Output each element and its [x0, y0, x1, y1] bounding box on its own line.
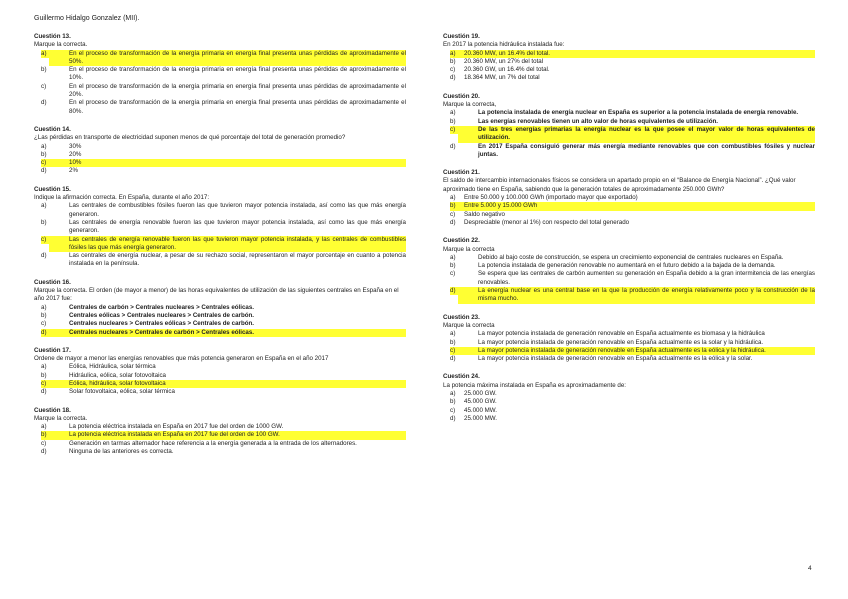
answer-option-highlighted	[34, 329, 406, 337]
option-text: 25.000 GW.	[464, 389, 497, 397]
option-marker: d)	[450, 414, 456, 422]
option-marker: d)	[450, 355, 456, 363]
answer-option	[443, 118, 815, 126]
answer-option	[34, 448, 406, 456]
option-text: Centrales eólicas > Centrales nucleares > Centrales de carbón.	[69, 311, 255, 319]
option-marker: c)	[450, 66, 456, 74]
option-text: En 2017 España consiguió generar más energía mediante renovables que con combustibles fósiles y nuclear juntas.	[478, 142, 815, 158]
option-marker: b)	[41, 66, 47, 74]
option-marker: a)	[450, 194, 456, 202]
option-text: Hidráulica, eólica, solar fotovoltaica	[69, 371, 166, 379]
question-block	[443, 93, 815, 159]
answer-option	[34, 99, 406, 116]
option-marker: d)	[450, 74, 456, 82]
option-text: Las centrales de combustibles fósiles fueron las que tuvieron mayor potencia instalada, así como las que más energía generaron.	[69, 202, 406, 218]
question-title: Cuestión 18.	[34, 406, 71, 414]
option-text: En el proceso de transformación de la energía primaria en energía final presenta unas pérdidas de aproximadamente el 20%.	[69, 82, 406, 99]
option-marker: d)	[41, 252, 47, 260]
question-block	[34, 186, 406, 269]
option-marker: b)	[450, 117, 456, 125]
option-text: La potencia eléctrica instalada en España en 2017 fue del orden de 100 GW.	[49, 431, 406, 439]
option-text: Entre 5.000 y 15.000 GWh	[458, 202, 815, 210]
answer-option	[34, 423, 406, 431]
answer-option	[443, 109, 815, 117]
answer-option	[34, 143, 406, 151]
answer-option	[34, 304, 406, 312]
question-title: Cuestión 21.	[443, 169, 480, 177]
answer-option	[443, 58, 815, 66]
answer-option	[443, 262, 815, 270]
question-title: Cuestión 13.	[34, 33, 71, 40]
options-list	[34, 143, 406, 176]
option-marker: a)	[450, 253, 456, 261]
options-list	[443, 330, 815, 363]
option-marker: c)	[450, 347, 458, 355]
option-marker: c)	[41, 439, 47, 447]
answer-option	[443, 355, 815, 363]
answer-option-highlighted	[443, 347, 815, 355]
option-text: Generación en tarmas alternador hace referencia a la energía generada a la entrada de los alternadores.	[69, 439, 357, 447]
option-marker: a)	[450, 50, 458, 58]
option-text: 30%	[69, 142, 82, 150]
answer-option-highlighted	[443, 50, 815, 58]
options-list	[34, 423, 406, 456]
option-text: Las centrales de energía renovable fueron las que tuvieron mayor potencia instalada, así como las que más energía generaron.	[69, 218, 406, 235]
option-marker: a)	[41, 50, 49, 58]
option-marker: d)	[450, 142, 456, 150]
question-block	[443, 314, 815, 364]
options-list	[443, 194, 815, 227]
answer-option-highlighted	[34, 159, 406, 167]
answer-option	[34, 440, 406, 448]
answer-option	[34, 312, 406, 320]
option-text: En el proceso de transformación de la energía primaria en energía final presenta unas pérdidas de aproximadamente el 50%.	[49, 50, 406, 67]
option-marker: c)	[41, 82, 47, 90]
options-list	[34, 363, 406, 396]
question-block	[34, 347, 406, 397]
question-block	[34, 33, 406, 116]
option-marker: b)	[450, 57, 456, 65]
question-title: Cuestión 14.	[34, 125, 71, 133]
options-list	[443, 109, 815, 159]
option-text: La potencia eléctrica instalada en España en 2017 fue del orden de 1000 GW.	[69, 423, 284, 431]
answer-option	[34, 219, 406, 236]
question-text: En 2017 la potencia hidráulica instalada fue:	[443, 41, 565, 49]
option-marker: c)	[41, 159, 49, 167]
answer-option	[34, 167, 406, 175]
option-text: Entre 50.000 y 100.000 GWh (importado mayor que exportado)	[464, 194, 638, 202]
option-marker: c)	[41, 320, 47, 328]
option-text: 20.360 GW, un 16.4% del total.	[464, 66, 550, 74]
option-text: 10%	[49, 159, 406, 167]
question-text: El saldo de intercambio internacionales físicos se considera un apartado propio en el “Balance de Energía Nacional”. ¿Qué valor aproximado tiene en España, sabiendo que la generación totales de aproximadamente 250.000 GWh?	[443, 177, 796, 193]
question-text: Marque la correcta.	[34, 414, 88, 422]
option-text: Centrales nucleares > Centrales de carbón > Centrales eólicas.	[49, 329, 406, 337]
question-text: ¿Las pérdidas en transporte de electricidad suponen menos de qué porcentaje del total de generación promedio?	[34, 134, 346, 142]
question-block	[443, 33, 815, 83]
author-header: Guillermo Hidalgo Gonzalez (MII).	[34, 15, 140, 22]
answer-option	[443, 66, 815, 74]
option-marker: b)	[450, 202, 458, 210]
options-list	[443, 254, 815, 304]
answer-option	[34, 388, 406, 396]
option-marker: a)	[41, 202, 47, 210]
option-text: Centrales de carbón > Centrales nucleares > Centrales eólicas.	[69, 303, 255, 311]
option-marker: a)	[450, 330, 456, 338]
option-text: Saldo negativo	[464, 210, 505, 218]
answer-option	[34, 151, 406, 159]
answer-option	[34, 320, 406, 328]
option-text: 20.360 MW, un 27% del total	[464, 57, 544, 65]
option-text: 20.360 MW, un 16.4% del total.	[458, 50, 815, 58]
option-marker: d)	[450, 218, 456, 226]
answer-option-highlighted	[34, 431, 406, 439]
option-text: La potencia instalada de generación renovable no aumentará en el futuro debido a la bajada de la demanda.	[478, 262, 776, 270]
option-marker: b)	[41, 431, 49, 439]
options-list	[34, 304, 406, 337]
answer-option	[34, 363, 406, 371]
option-text: De las tres energías primarias la energía nuclear es la que posee el mayor valor de horas equivalentes de utilización.	[458, 126, 815, 143]
answer-option-highlighted	[443, 126, 815, 143]
answer-option	[34, 202, 406, 219]
option-text: 25.000 MW.	[464, 414, 498, 422]
option-marker: a)	[41, 363, 47, 371]
option-marker: c)	[41, 380, 49, 388]
question-block	[443, 373, 815, 423]
option-marker: d)	[41, 388, 47, 396]
option-marker: b)	[450, 338, 456, 346]
question-block	[34, 126, 406, 176]
answer-option	[34, 252, 406, 269]
option-text: 20%	[69, 150, 82, 158]
option-marker: d)	[41, 448, 47, 456]
option-marker: a)	[450, 389, 456, 397]
answer-option	[34, 372, 406, 380]
option-marker: a)	[41, 423, 47, 431]
option-text: Las energías renovables tienen un alto valor de horas equivalentes de utilización.	[478, 117, 719, 125]
option-marker: d)	[41, 99, 47, 107]
answer-option-highlighted	[443, 202, 815, 210]
option-text: La mayor potencia instalada de generación renovable en España actualmente es biomasa y la hidráulica	[478, 330, 765, 338]
question-text: Indique la afirmación correcta. En España, durante el año 2017:	[34, 194, 210, 202]
answer-option	[443, 219, 815, 227]
question-title: Cuestión 15.	[34, 185, 71, 193]
question-title: Cuestión 24.	[443, 373, 480, 381]
option-marker: c)	[450, 270, 456, 278]
answer-option	[443, 398, 815, 406]
question-title: Cuestión 17.	[34, 346, 71, 354]
question-title: Cuestión 20.	[443, 92, 480, 100]
option-marker: b)	[41, 311, 47, 319]
option-marker: c)	[41, 236, 49, 244]
question-title: Cuestión 23.	[443, 313, 480, 321]
option-marker: b)	[41, 150, 47, 158]
option-text: Centrales nucleares > Centrales eólicas > Centrales de carbón.	[69, 320, 255, 328]
option-text: Se espera que las centrales de carbón aumenten su generación en España debido a la gran intermitencia de las energías renovables.	[478, 270, 815, 286]
option-text: 2%	[69, 167, 78, 175]
question-text: Marque la correcta	[443, 245, 495, 253]
left-column	[34, 33, 406, 466]
question-title: Cuestión 16.	[34, 278, 71, 286]
option-marker: a)	[41, 303, 47, 311]
options-list	[34, 50, 406, 116]
option-text: Despreciable (menor al 1%) con respecto del total generado	[464, 218, 630, 226]
answer-option	[443, 330, 815, 338]
option-text: Eólica, hidráulica, solar fotovoltaica	[49, 380, 406, 388]
question-block	[443, 237, 815, 303]
options-list	[443, 50, 815, 83]
answer-option	[443, 143, 815, 160]
option-text: 18.364 MW, un 7% del total	[464, 74, 540, 82]
question-text: Ordene de mayor a menor las energías renovables que más potencia generaron en España en el año 2017	[34, 355, 329, 363]
answer-option	[443, 254, 815, 262]
answer-option	[443, 211, 815, 219]
option-marker: b)	[450, 262, 456, 270]
option-text: En el proceso de transformación de la energía primaria en energía final presenta unas pérdidas de aproximadamente el 10%.	[69, 66, 406, 82]
option-text: La potencia instalada de energía nuclear en España es superior a la potencia instalada de energía renovable.	[478, 109, 799, 117]
option-marker: b)	[41, 218, 47, 226]
question-title: Cuestión 19.	[443, 33, 480, 40]
option-text: La mayor potencia instalada de generación renovable en España actualmente es la solar y la hidráulica.	[478, 338, 764, 346]
option-marker: d)	[41, 167, 47, 175]
answer-option	[443, 415, 815, 423]
question-text: Marque la correcta. El orden (de mayor a menor) de las horas equivalentes de utilización de las siguientes centrales en España en el año 2017 fue:	[34, 287, 399, 303]
answer-option	[34, 66, 406, 83]
option-marker: d)	[41, 329, 49, 337]
option-text: Las centrales de energía nuclear, a pesar de su rechazo social, representaron el mayor porcentaje en cuanto a potencia instalada en la península.	[69, 252, 406, 268]
option-text: La mayor potencia instalada de generación renovable en España actualmente es la eólica y la solar.	[478, 355, 753, 363]
option-text: Debido al bajo coste de construcción, se espera un crecimiento exponencial de centrales nucleares en España.	[478, 253, 784, 261]
answer-option	[443, 194, 815, 202]
answer-option	[34, 83, 406, 100]
question-title: Cuestión 22.	[443, 237, 480, 245]
option-text: Eólica, Hidráulica, solar térmica	[69, 363, 156, 371]
answer-option	[443, 270, 815, 287]
question-block	[34, 279, 406, 337]
question-text: La potencia máxima instalada en España es aproximadamente de:	[443, 381, 626, 389]
question-block	[34, 407, 406, 457]
option-text: La mayor potencia instalada de generación renovable en España actualmente es la eólica y la hidráulica.	[458, 347, 815, 355]
question-text: Marque la correcta,	[443, 101, 497, 109]
answer-option-highlighted	[34, 50, 406, 67]
page-number: 4	[808, 565, 812, 572]
answer-option-highlighted	[34, 380, 406, 388]
answer-option	[443, 407, 815, 415]
answer-option	[443, 390, 815, 398]
option-text: En el proceso de transformación de la energía primaria en energía final presenta unas pérdidas de aproximadamente el 80%.	[69, 99, 406, 115]
option-marker: a)	[41, 142, 47, 150]
answer-option-highlighted	[443, 287, 815, 304]
option-text: 45.000 MW.	[464, 406, 498, 414]
question-text: Marque la correcta.	[34, 41, 88, 49]
option-marker: c)	[450, 126, 458, 134]
option-marker: c)	[450, 406, 456, 414]
answer-option	[443, 339, 815, 347]
answer-option	[443, 74, 815, 82]
option-marker: c)	[450, 210, 456, 218]
option-text: Solar fotovoltaica, eólica, solar térmica	[69, 388, 175, 396]
answer-option-highlighted	[34, 236, 406, 253]
right-column	[443, 33, 815, 433]
question-block	[443, 169, 815, 227]
option-text: Ninguna de las anteriores es correcta.	[69, 448, 174, 456]
question-text: Marque la correcta	[443, 321, 495, 329]
options-list	[443, 390, 815, 423]
option-marker: b)	[41, 371, 47, 379]
option-marker: b)	[450, 398, 456, 406]
option-marker: d)	[450, 287, 458, 295]
option-marker: a)	[450, 109, 456, 117]
option-text: Las centrales de energía renovable fueron las que tuvieron mayor potencia instalada, y las centrales de combustibles fósiles las que más energía generaron.	[49, 236, 406, 253]
options-list	[34, 202, 406, 268]
option-text: 45.000 GW.	[464, 398, 497, 406]
option-text: La energía nuclear es una central base en la que la producción de energía relativamente poco y la construcción de la misma mucho.	[458, 287, 815, 304]
